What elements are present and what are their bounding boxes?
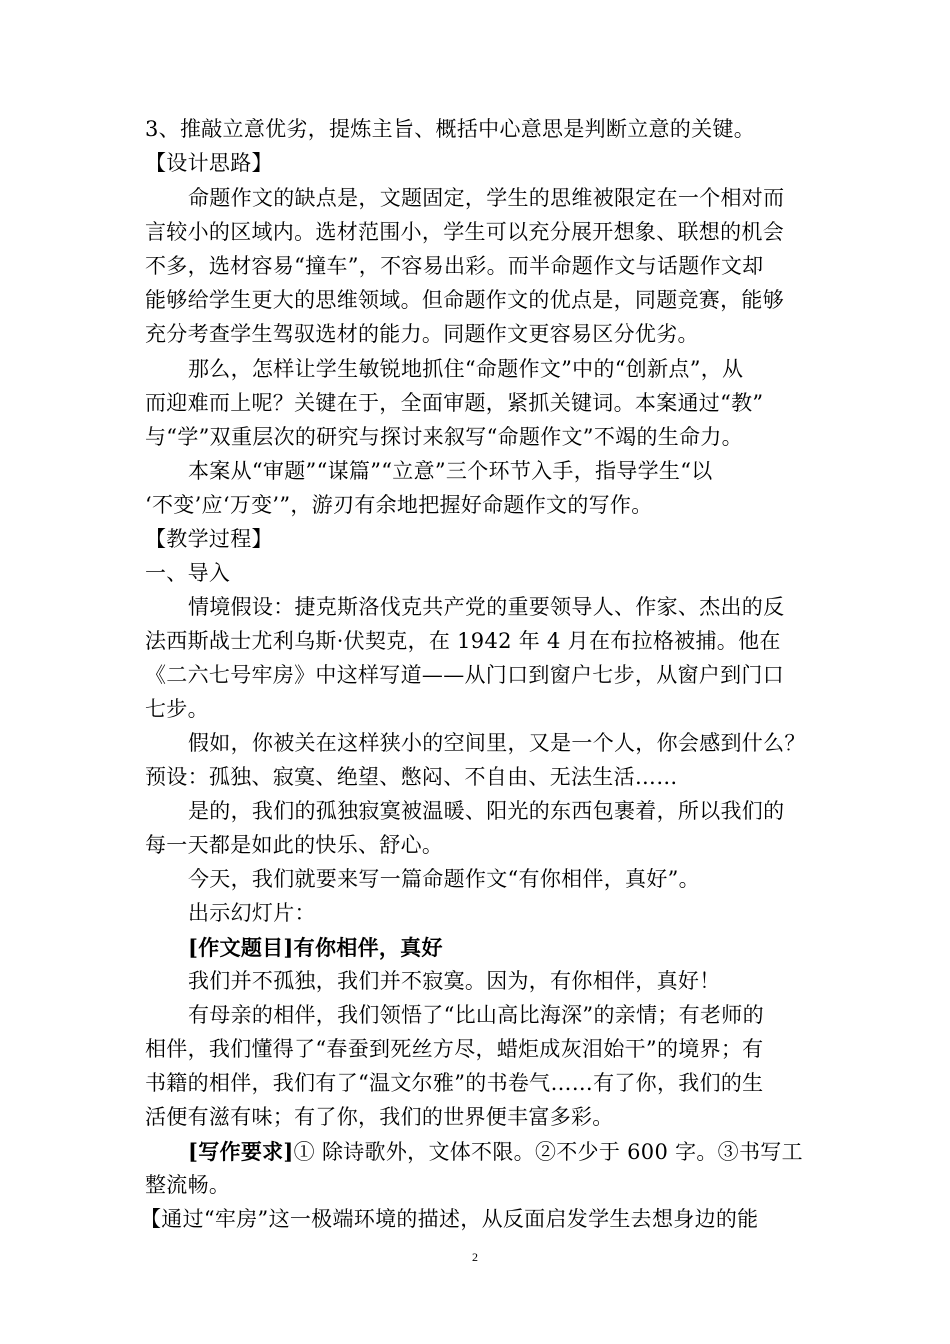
essay-title: [作文题目]有你相伴，真好 xyxy=(188,935,443,960)
text-line: 而迎难而上呢？关键在于，全面审题，紧抓关键词。本案通过“教” xyxy=(145,391,764,415)
text-line: 今天，我们就要来写一篇命题作文“有你相伴，真好”。 xyxy=(188,867,700,891)
text-line: ‘不变’应‘万变’”，游刃有余地把握好命题作文的写作。 xyxy=(145,493,653,517)
text-line: 【通过“牢房”这一极端环境的描述，从反面启发学生去想身边的能 xyxy=(140,1207,759,1231)
text-line: 书籍的相伴，我们有了“温文尔雅”的书卷气……有了你，我们的生 xyxy=(145,1071,764,1095)
text-line: 情境假设：捷克斯洛伐克共产党的重要领导人、作家、杰出的反 xyxy=(188,595,785,619)
writing-requirements xyxy=(188,1135,868,1169)
text-line: 言较小的区域内。选材范围小，学生可以充分展开想象、联想的机会 xyxy=(145,220,784,244)
text-line: 那么，怎样让学生敏锐地抓住“命题作文”中的“创新点”，从 xyxy=(188,357,744,381)
section-heading: 【教学过程】 xyxy=(145,527,273,551)
requirements-label: [写作要求] xyxy=(188,1139,294,1164)
requirements-text: ① 除诗歌外，文体不限。②不少于 600 字。③书写工 xyxy=(293,1140,803,1164)
text-line: 预设：孤独、寂寞、绝望、憋闷、不自由、无法生活…… xyxy=(145,765,678,789)
text-line: 每一天都是如此的快乐、舒心。 xyxy=(145,833,444,857)
text-line: 法西斯战士尤利乌斯·伏契克，在 1942 年 4 月在布拉格被捕。他在 xyxy=(145,629,781,653)
subsection-heading: 一、导入 xyxy=(145,561,231,585)
page-number: 2 xyxy=(472,1250,478,1264)
text-line: 整流畅。 xyxy=(145,1173,231,1197)
text-line: 本案从“审题”“谋篇”“立意”三个环节入手，指导学生“以 xyxy=(188,459,713,483)
text-line: 活便有滋有味；有了你，我们的世界便丰富多彩。 xyxy=(145,1105,614,1129)
text-line: 与“学”双重层次的研究与探讨来叙写“命题作文”不竭的生命力。 xyxy=(145,425,743,449)
text-line: 有母亲的相伴，我们领悟了“比山高比海深”的亲情；有老师的 xyxy=(188,1003,764,1027)
text-line: 3、推敲立意优劣，提炼主旨、概括中心意思是判断立意的关键。 xyxy=(145,117,756,141)
text-line: 我们并不孤独，我们并不寂寞。因为，有你相伴，真好！ xyxy=(188,969,721,993)
text-line: 能够给学生更大的思维领域。但命题作文的优点是，同题竞赛，能够 xyxy=(145,288,784,312)
text-line: 七步。 xyxy=(145,697,209,721)
text-line: 充分考查学生驾驭选材的能力。同题作文更容易区分优劣。 xyxy=(145,322,699,346)
text-line: 不多，选材容易“撞车”，不容易出彩。而半命题作文与话题作文却 xyxy=(145,254,764,278)
text-line: 是的，我们的孤独寂寞被温暖、阳光的东西包裹着，所以我们的 xyxy=(188,799,785,823)
text-line: 相伴，我们懂得了“春蚕到死丝方尽，蜡炬成灰泪始干”的境界；有 xyxy=(145,1037,764,1061)
text-line: 出示幻灯片： xyxy=(188,901,316,925)
text-line: 《二六七号牢房》中这样写道——从门口到窗户七步，从窗户到门口 xyxy=(145,663,784,687)
section-heading: 【设计思路】 xyxy=(145,151,273,175)
text-line: 假如，你被关在这样狭小的空间里，又是一个人，你会感到什么？ xyxy=(188,731,806,755)
text-line: 命题作文的缺点是，文题固定，学生的思维被限定在一个相对而 xyxy=(188,186,785,210)
